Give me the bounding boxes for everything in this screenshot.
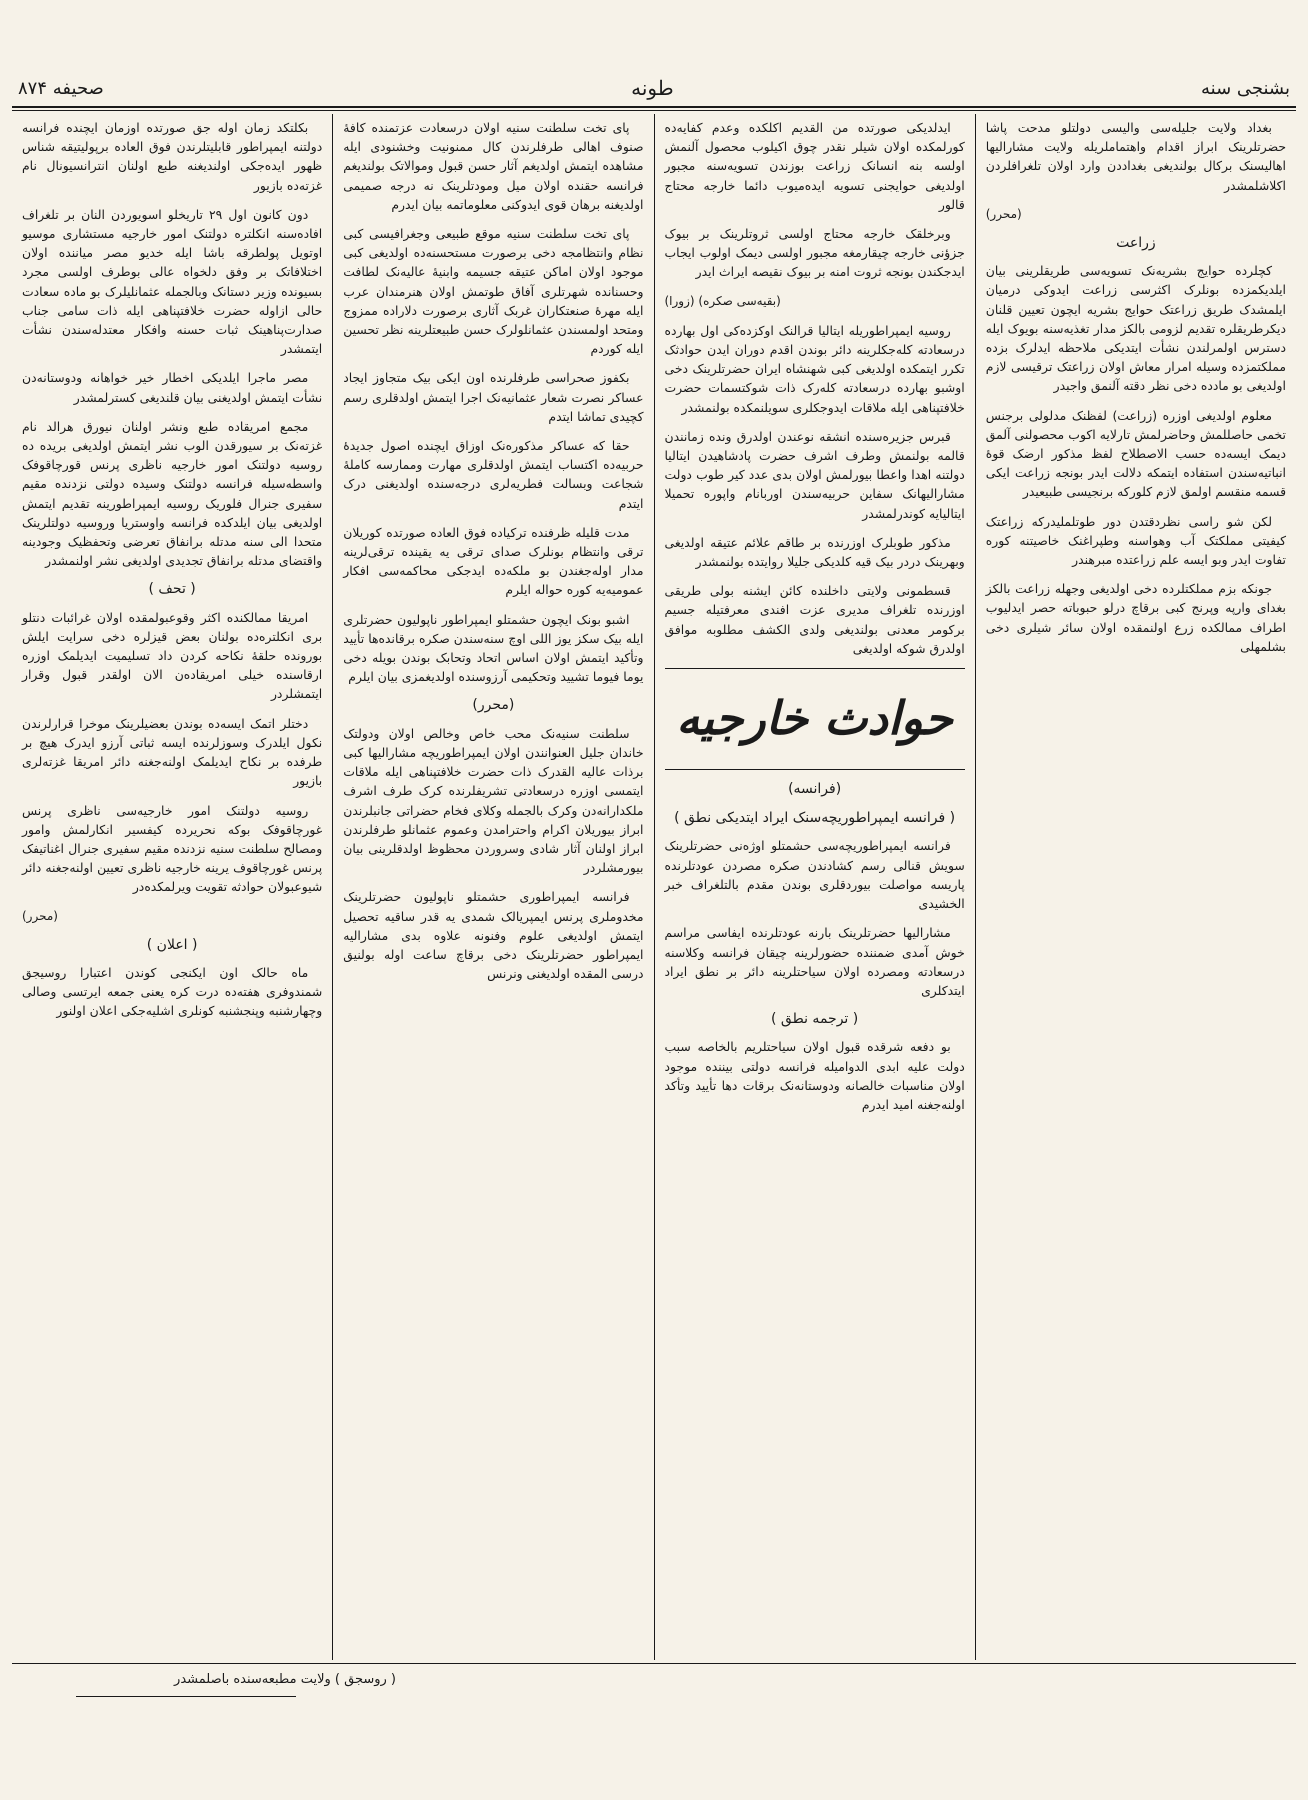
article-paragraph: فرانسه ایمپراطوریچه‌سی حشمتلو اوژه‌نی حضرتلرینک سویش قنالی رسم کشادندن صکره مصردن عودتلرنده پاریسه مواصلت بیوردقلری بوندن مقدم بالتلغراف خبر الخشیدی — [664, 838, 965, 912]
article-paragraph: دختلر اتمک ایسه‌ده بوندن بعضیلرینک موخرا قرارلرندن نکول ایلدرک وسوزلرنده ایسه ثباتی آرزو ایدرک هیچ بر طرفده بر نکاح ایدیلمک اولنه‌جغنه دائر امریقا غزته‌لری بازیور — [22, 715, 323, 789]
article-paragraph: پای تخت سلطنت سنیه موقع طبیعی وجغرافیسی کبی نظام وانتظامجه دخی برصورت مستحسنه‌ده اولدیغی کبی موجود اولان اماکن عتیقه جسیمه وابنیهٔ عالیه‌نک لطافت وحسنانده شهرتلری آفاق طوتمش اولان هنرمندان عرب ایله مهرهٔ صنعتکاران غربک آثاری برصورت دلاراده ممزوج ومتحد اولمسندن عثمانلولرک حسن طبیعتلرینه نظر تحسین ایله کوردم — [343, 226, 644, 357]
section-heading: ( اعلان ) — [146, 936, 198, 953]
article-paragraph: روسیه دولتنک امور خارجیه‌سی ناظری پرنس غورچاقوفک بوکه نحریرده کیفسیر انکارلمش وامور ومصالح سلطنت سنیه نزدنده مقیم سفیری جنرال اغناتیفک پرنس غورچاقوف یرینه خارجیه ناظری تعیین اولنه‌جغنه دائر شیوعبولان حوادثه تقویت ویرلمکده‌در — [22, 802, 323, 895]
article-paragraph: سلطنت سنیه‌نک محب خاص وخالص اولان ودولتک خاندان جلیل العنوانندن اولان ایمپراطوریچه مشارالیها کبی برذات عالیه القدرک ذات حضرت خلافتپناهی ایله ملاقات ایتمسی اوزره درسعادتی تشریفلرنده کرک طرف اشرف ملکدارانه‌دن وکرک بالجمله وکلای فخام حضراتی جانبلرندن ابراز بیوریلان اکرام واحترامدن وعموم عثمانلو طرفلرندن ابراز اولنان آثار شادی وسروردن محظوظ اولدقلرینی بیان بیورمشلردر — [343, 725, 644, 876]
page-footer — [12, 1663, 1296, 1704]
column-1 — [975, 114, 1296, 1660]
article-paragraph: بکلتکد زمان اوله جق صورتده اوزمان ایچنده فرانسه دولتنه ایمپراطور قابلیتلرندن فوق العاده برپولیتیقه شناس ظهور ایده‌جکی اولندیغنه طبع اولنان انترانسیونال نام غزته‌ده بازیور — [22, 120, 323, 193]
section-heading: ( فرانسه ایمپراطوریچه‌سنک ایراد ایتدیکی نطق ) — [674, 810, 956, 827]
article-paragraph: بغداد ولایت جلیله‌سی والیسی دولتلو مدحت پاشا حضرتلرینک ابراز اقدام واهتماملریله ولایت مشارالیها اهالیسنک برکال بولندیغی بغداددن وارد اولان تلغرافلردن اکلاشلمشدر — [985, 120, 1286, 193]
article-paragraph: قبرس جزیره‌سنده انشقه نوعندن اولدرق ونده زمانندن قالمه بولنمش وطرف اشرف حضرت پادشاهیدن ایتالیا دولتنه اهدا واعطا بیورلمش اولان بدی عدد کیر طوب دولت مشارالیهانک سفاین حربیه‌سندن اوربانام واپوره تحمیلا ایتالیایه کوندرلمشدر — [664, 428, 965, 521]
article-paragraph: بو دفعه شرقده قبول اولان سیاحتلریم بالخاصه سبب دولت علیه ابدی الدوامیله فرانسه دولتی بیننده موجود اولان مناسبات خالصانه ودوستانه‌نک برقات دها تأیید وتأکد اولنه‌جغنه امید ایدرم — [664, 1039, 965, 1112]
header-page-number: صحیفه ۸۷۴ — [18, 77, 104, 99]
article-paragraph: مجمع امریقاده طبع ونشر اولنان نیورق هرالد نام غزته‌نک بر سیورقدن الوب نشر ایتمش اولدیغی بریده ده روسیه دولتنک امور خارجیه ناظری پرنس قورچاقوفک واسطه‌سیله فرانسه دولتنک وسیده دولتی نزدنده مقیم سفیری جنرال فلوریک روسیه ایمپراطورینه تقدیم ایتمش اولدیغی بیان ایلدکده فرانسه واوستریا وروسیه دولتلرینک متحدا الی سنه مدتله برانفاق تعرضی وتحفظیک وجودینه واقتضای مدتله برانفاق تجدیدی اولدیغی نشر اولنمشدر — [22, 418, 323, 569]
printer-imprint: ( روسجق ) ولایت مطبعه‌سنده باصلمشدر — [174, 1672, 396, 1687]
masthead-title: طونه — [631, 76, 674, 100]
article-paragraph: ایدلدیکی صورتده من القدیم اکلکده وعدم کفایه‌ده کورلمکده اولان شیلر نقدر چوق اکیلوب محصول آلنمش اولسه بنه انسانک زراعت بوزندن تسویه‌سنه مجبور اولدیغی حوایجنی تسویه ایده‌میوب دائما خارجه محتاج قالور — [664, 120, 965, 212]
header-rule — [12, 106, 1296, 108]
page-header — [18, 70, 1290, 106]
header-rule-thin — [12, 110, 1296, 111]
article-paragraph: مصر ماجرا ایلدیکی اخطار خیر خواهانه ودوستانه‌دن نشأت ایتمش اولدیغنی بیان قلندیغی کسترلمشدر — [22, 370, 323, 405]
columns-container — [12, 114, 1296, 1660]
article-signature: (بقیه‌سی صکره) (زورا) — [664, 293, 781, 308]
article-paragraph: وبرخلقک خارجه محتاج اولسی ثروتلرینک بر بیوک جزؤنی خارجه چیقارمغه مجبور اولسی دیمک اولوب ایجاب ایدجکندن بونجه ثروت امنه بر بیوک نقیصه ایراث ایدر — [664, 226, 965, 280]
article-paragraph: بکفوز صحراسی طرفلرنده اون ایکی بیک متجاوز ایجاد عساکر نصرت شعار عثمانیه‌نک اجرا ایتمش اولدقلری رسم کچیدی تماشا ایتدم — [343, 370, 644, 424]
section-heading: زراعت — [1116, 235, 1156, 252]
article-paragraph: امریقا ممالکنده اکثر وقوعبولمقده اولان غرائبات دنتلو بری انکلتره‌ده بولنان بعض قیزلره دخی سرایت ایلش بورونده حلقهٔ نکاحه کردن داد تسلیمیت ایدیلمک اوزره ارقاسنده خیلی امریقاده‌ن الان اولقدر قبول وقرار ایتمشلردر — [22, 609, 323, 702]
article-signature: (محرر) — [985, 206, 1022, 221]
section-heading: ( ترجمه نطق ) — [771, 1011, 859, 1028]
article-paragraph: ماه حالک اون ایکنجی کوندن اعتبارا روسیجق شمندوفری هفته‌ده درت کره یعنی جمعه ایرتسی وصالی وچهارشنبه وپنجشنبه کونلری اشلیه‌جکی اعلان اولنور — [22, 964, 323, 1019]
article-paragraph: قسطمونی ولایتی داخلنده کائن ایشنه بولی طریقی اوزرنده تلغراف مدیری عزت افندی معرفتیله جسیم برکومر معدنی بولندیغی ولدی الکشف مطلوبه موافق اولدرق شوکه اولدیغی — [664, 583, 965, 656]
article-paragraph: مدت قلیله ظرفنده ترکیاده فوق العاده صورتده کوریلان ترقی وانتظام بونلرک صدای ترقی یه یقینده ترقی‌لرینه مدار اوله‌جغندن بو ملکه‌ده ایدجکی محاکمه‌سی افکار عمومیه‌یه کوره حواله ایلرم — [343, 524, 644, 598]
section-heading: (فرانسه) — [788, 781, 842, 798]
article-paragraph: دون کانون اول ۲۹ تاریخلو اسویوردن النان بر تلغراف افاده‌سنه انکلتره دولتنک امور خارجیه مستشاری موسیو اوتویل پولطرقه باشا ایله خدیو مصر میاننده اولان اختلافاتک بر وفق دلخواه عالی بوطرف اولسی مجرد بسیونده وزیر دستانک وبالجمله عثمانلیلرک بو ماده سعادت حالی ازاوله حضرت خلافتپناهی ایله ذات سامی جناب صدارت‌پناهینک ثبات حسنه وافکار معتدله‌سندن نشأت ایتمشدر — [22, 206, 323, 357]
article-paragraph: مشارالیها حضرتلرینک بارنه عودتلرنده ایفاسی مراسم خوش آمدی ضمننده حضورلرینه چیقان فرانسه وکلاسنه درسعادته ومصرده اولان سیاحتلرینه دائر بر نطق ایراد ایتدکلری — [664, 925, 965, 998]
article-paragraph: لکن شو راسی نظردقتدن دور طوتلملیدرکه زراعتک کیفیتی مملکتک آب وهواسنه وطپراغنک خاصیتنه کوره تفاوت ایدر وبو ایسه علم زراعتده مبرهندر — [985, 513, 1286, 568]
article-paragraph: روسیه ایمپراطوریله ایتالیا قرالنک اوکزده‌کی اول بهارده درسعادته کله‌جکلرینه دائر بوندن اقدم دوران ایدن حوادثک تکرر ایتمکده اولدیغی کبی شهنشاه ایران حضرتلرینک دخی اوشبو بهارده درسعادته کله‌رک ذات شوکتسمات حضرت خلافتپناهی ایله ملاقات ایدوجکلری سویلنمکده بولنمشدر — [664, 322, 965, 415]
section-heading: ( تحف ) — [148, 581, 196, 598]
column-3 — [332, 114, 653, 1660]
article-paragraph: فرانسه ایمپراطوری حشمتلو ناپولیون حضرتلرینک مخدوملری پرنس ایمپریالک شمدی یه قدر ساقیه تحصیل ایتمش اولدیغی علوم وفنونه علاوه بدی مشارالیه ایمپراطور حضرتلرینک دخی برقاچ ساعت اوله بولنیق درسی المقده اولدیغنی ونرنس — [343, 889, 644, 982]
article-paragraph: حقا که عساکر مذکوره‌نک اوزاق ایچنده اصول جدیدهٔ حربیه‌ده اکتساب ایتمش اولدقلری مهارت وممارسه کاملهٔ شجاعت وبسالت فطریه‌لری درجه‌سنده اولدیغنی درک ایتدم — [343, 438, 644, 511]
section-title-calligraphy: حوادث خارجیه — [665, 668, 965, 770]
article-paragraph: مذکور طوبلرک اوزرنده بر طاقم علائم عتیقه اولدیغی وبهرینک دردر بیک قیه کلدیکی جلیلا روایتده بولنمشدر — [664, 534, 965, 570]
article-signature: (محرر) — [22, 908, 58, 923]
column-4 — [12, 114, 332, 1660]
article-paragraph: اشبو بونک ایچون حشمتلو ایمپراطور ناپولیون حضرتلری ایله بیک سکز یوز اللی اوچ سنه‌سندن صکره برقانده‌ها تأیید وتأکید ایتمش اولان اساس اتحاد وتحابک بوندن بویله دخی یوما فیوما تشیید وتحکیمی آرزوسنده اولدیغمزی بیان ایلرم — [343, 611, 644, 685]
article-paragraph: معلوم اولدیغی اوزره (زراعت) لفظنک مدلولی برجنس تخمی حاصللمش وحاضرلمش تارلایه اکوب محصولنی آلمق دیمک ایسه‌ده حسب الاصطلاح لفظ مذکور ارضک قوهٔ انباتیه‌سندن استفاده ایتمکه دلالت ایدر بونجه زراعت ایکی قسمه منقسم اولمق لازم کلورکه برنجیسی طبیعیدر — [985, 407, 1286, 500]
imprint-rule — [76, 1696, 296, 1697]
article-paragraph: پای تخت سلطنت سنیه اولان درسعادت عزتمنده کافهٔ صنوف اهالی طرفلرندن کال ممنونیت وخشنودی ایله مشاهده ایتمش اولدیغم آثار حسن قبول وموالاتک بولندیغم فرانسه حقنده اولان میل ومودتلرینک نه درجه صمیمی اولدیغنه برهان قوی ایدوکنی معلوماتمه بیان ایدرم — [343, 120, 644, 212]
article-paragraph: جونکه بزم مملکتلرده دخی اولدیغی وجهله زراعت بالکز بغدای وارپه وپرنج کبی برقاچ درلو حبوباته حصر ایدلیوب اطراف ممالکده زرع اولنمقده اولان سائر شیلری دخی بشلمهلی — [985, 581, 1286, 654]
section-heading: (محرر) — [472, 697, 515, 714]
header-year: بشنجی سنه — [1200, 77, 1290, 99]
column-2 — [654, 114, 975, 1660]
article-paragraph: کچلرده حوایج بشریه‌نک تسویه‌سی طریقلرینی بیان ایلدیکمزده بونلرک اکثرسی زراعت ایدوکی درمیان ایلمشدک طریق زراعتک حوایج بشریه ایچون تعیین قلنان دیکرطریقلره تقدیم لزومی بالکز مدار تغذیه‌سنه بویوک ایله دسترس اولمرلندن نشأت ایتدیکی ملاحظه ایدلرک بزده مملکتمزده وسیله امرار معاش اولان زراعتک ترقیسی لازم اولدیغی بو مادده دخی نظر دقته آلنمق واجبدر — [985, 263, 1286, 394]
